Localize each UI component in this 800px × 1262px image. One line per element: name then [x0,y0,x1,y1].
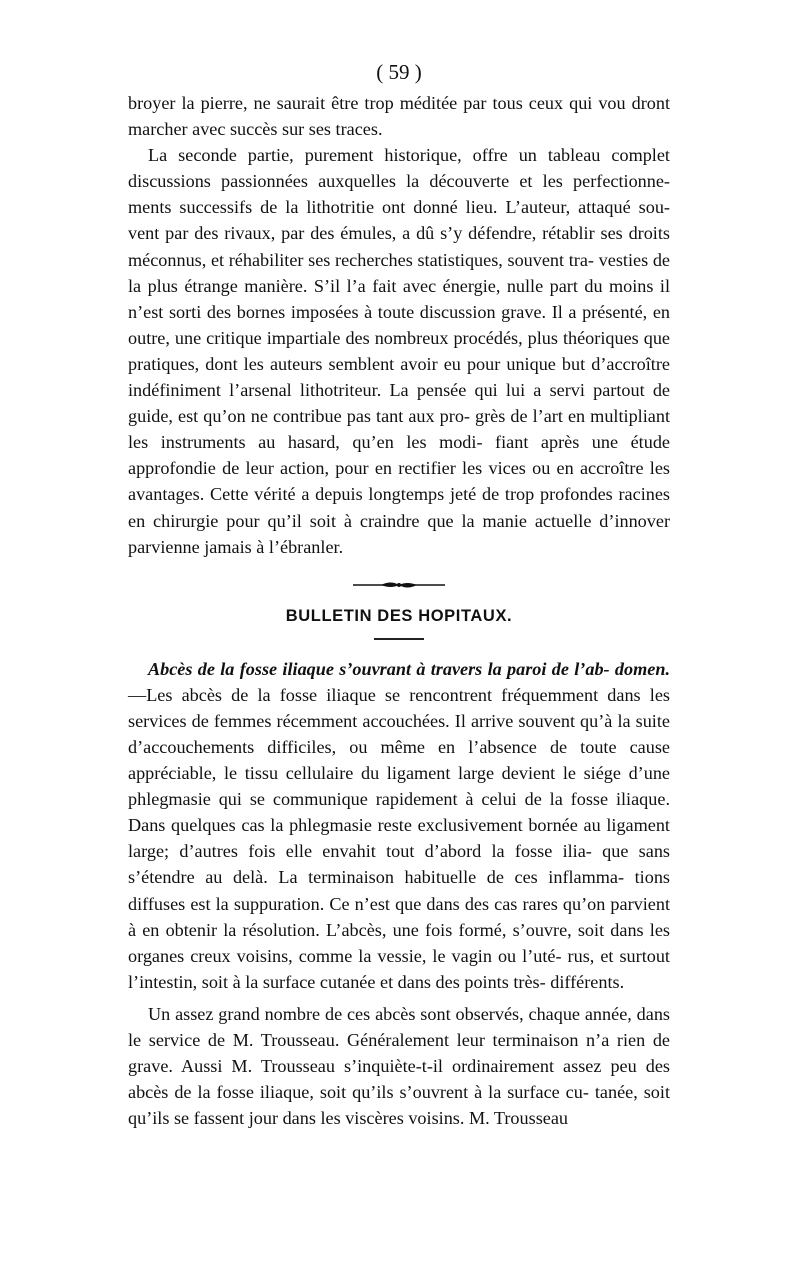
article-body: —Les abcès de la fosse iliaque se rencontrent fréquemment dans les services de femmes récemment accouchées. Il arrive souvent qu’à la suite d’accouchements difficiles, ou même en l’absence de toute cause appréciable, le tissu cellulaire du ligament large devient le siége d’une phlegmasie qui se communique rapidement à celui de la fosse iliaque. Dans quelques cas la phlegmasie reste exclusivement bornée au ligament large; d’autres fois elle envahit tout d’abord la fosse ilia- que sans s’étendre au delà. La terminaison habituelle de ces inflamma- tions diffuses est la suppuration. Ce n’est que dans des cas rares qu’on parvient à en obtenir la résolution. L’abcès, une fois formé, s’ouvre, soit dans les organes creux voisins, comme la vessie, le vagin ou l’uté- rus, et surtout l’intestin, soit à la surface cutanée et dans des points très- différents. [128,684,670,992]
article-title: Abcès de la fosse iliaque s’ouvrant à travers la paroi de l’ab- domen. [148,658,670,679]
article-paragraph [128,656,670,995]
section-heading: BULLETIN DES HOPITAUX. [285,606,513,625]
document-page [128,58,670,1131]
decorative-rule-icon [351,578,447,592]
page-number: ( 59 ) [376,60,422,84]
paragraph-continuation: broyer la pierre, ne saurait être trop méditée par tous ceux qui vou dront marcher avec succès sur ses traces. [128,93,670,140]
heading-divider [374,638,424,640]
article-paragraph-2: Un assez grand nombre de ces abcès sont observés, chaque année, dans le service de M. Trousseau. Généralement leur terminaison n’a rien de grave. Aussi M. Trousseau s’inquiète-t-il ordinairement assez peu des abcès de la fosse iliaque, soit qu’ils s’ouvrent à la surface cu- tanée, soit qu’ils se fassent jour dans les viscères voisins. M. Trousseau [128,1003,670,1129]
paragraph-history: La seconde partie, purement historique, offre un tableau complet discussions passionnées auxquelles la découverte et les perfectionne- ments successifs de la lithotritie ont donné lieu. L’auteur, attaqué sou- vent par des rivaux, par des émules, a dû s’y défendre, rétablir ses droits méconnus, et réhabiliter ses recherches statistiques, souvent tra- vesties de la plus étrange manière. S’il l’a fait avec énergie, nulle part du moins il n’est sorti des bornes imposées à toute discussion grave. Il a présenté, en outre, une critique impartiale des nombreux procédés, plus théoriques que pratiques, dont les auteurs semblent avoir eu pour unique but d’accroître indéfiniment l’arsenal lithotriteur. La pensée qui lui a servi partout de guide, est qu’on ne contribue pas tant aux pro- grès de l’art en multipliant les instruments au hasard, qu’en les modi- fiant après une étude approfondie de leur action, pour en rectifier les vices ou en accroître les avantages. Cette vérité a depuis longtemps jeté de trop profondes racines en chirurgie pour qu’il soit à craindre que la manie actuelle d’innover parvienne jamais à l’ébranler. [128,145,670,557]
